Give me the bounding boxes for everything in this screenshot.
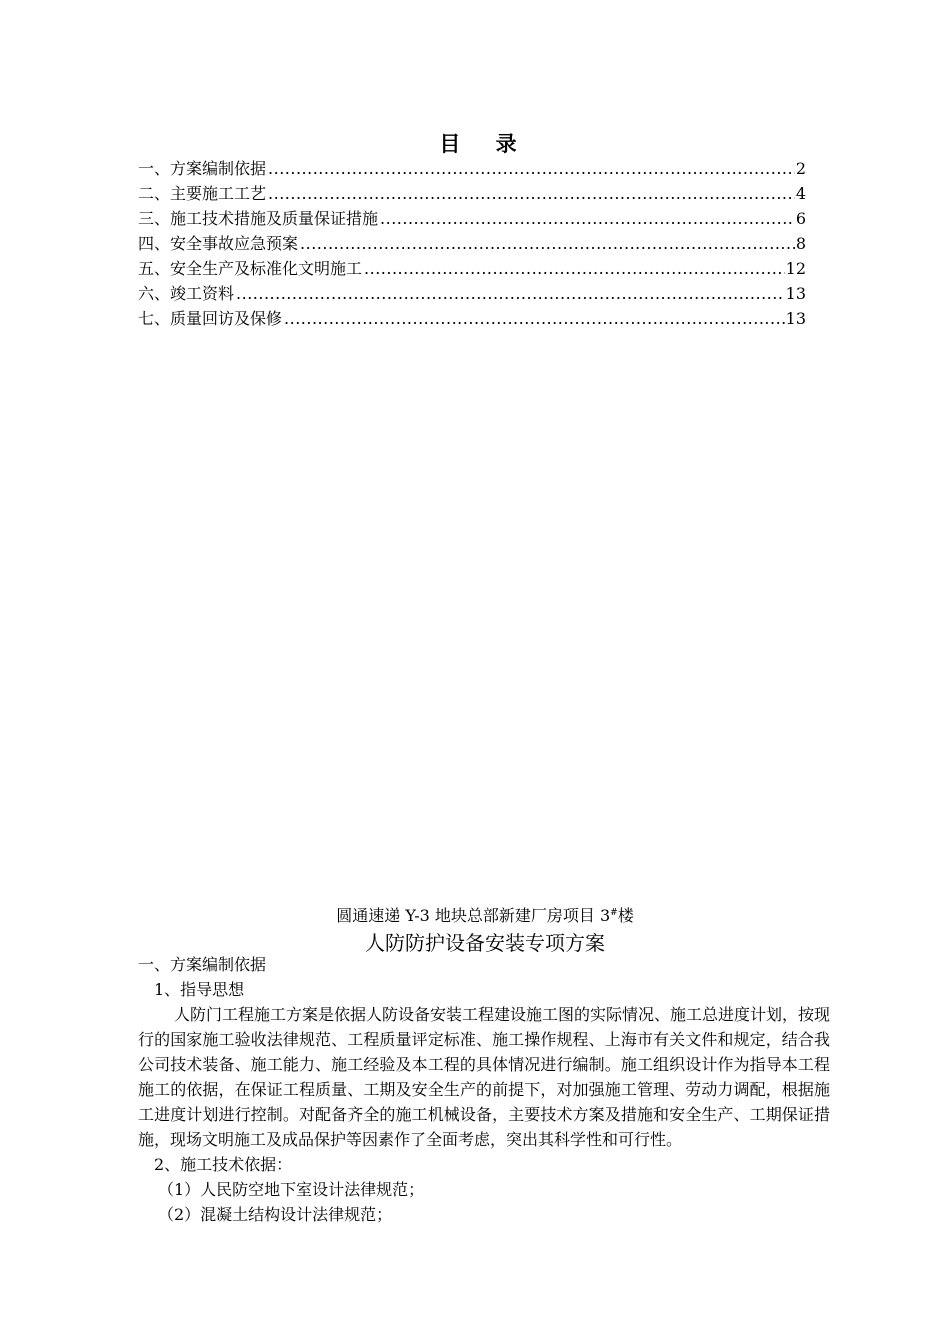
toc-dot-leader: [268, 156, 795, 181]
toc-dot-leader: [284, 306, 785, 331]
toc-dot-leader: [300, 231, 795, 256]
toc-entry[interactable]: [138, 156, 806, 181]
toc-entry[interactable]: [138, 306, 806, 331]
document-title: 人防防护设备安装专项方案: [365, 931, 605, 955]
toc-entry[interactable]: [138, 206, 806, 231]
toc-entry-page: 13: [785, 284, 806, 303]
toc-entry[interactable]: [138, 256, 806, 281]
toc-entry-page: 4: [795, 184, 806, 203]
toc-title: 目 录: [439, 131, 531, 156]
toc-entry-page: 6: [795, 209, 806, 228]
toc-dot-leader: [236, 281, 785, 306]
toc-entry-page: 8: [795, 234, 806, 253]
toc-entry-label: 七、质量回访及保修: [138, 309, 283, 328]
toc-entry-label: 五、安全生产及标准化文明施工: [138, 259, 363, 278]
toc-entry[interactable]: [138, 231, 806, 256]
toc-entry[interactable]: [138, 281, 806, 306]
toc-dot-leader: [364, 256, 785, 281]
toc-entry-page: 12: [785, 259, 806, 278]
toc-entry-page: 13: [785, 309, 806, 328]
project-name-main: 圆通速递 Y-3 地块总部新建厂房项目 3: [336, 906, 611, 925]
table-of-contents: [138, 156, 806, 331]
document-body: [138, 952, 838, 1227]
toc-entry-label: 四、安全事故应急预案: [138, 234, 299, 253]
project-name-suffix: 楼: [617, 906, 634, 925]
subsection-heading: 2、施工技术依据：: [154, 1155, 293, 1174]
toc-entry-label: 三、施工技术措施及质量保证措施: [138, 209, 379, 228]
list-item: （2）混凝土结构设计法律规范；: [158, 1205, 393, 1224]
body-paragraph: 人防门工程施工方案是依据人防设备安装工程建设施工图的实际情况、施工总进度计划，按现行的国家施工验收法律规范、工程质量评定标准、施工操作规程、上海市有关文件和规定，结合我公司技术装备、施工能力、施工经验及本工程的具体情况进行编制。施工组织设计作为指导本工程施工的依据，在保证工程质量、工期及安全生产的前提下，对加强施工管理、劳动力调配，根据施工进度计划进行控制。对配备齐全的施工机械设备，主要技术方案及措施和安全生产、工期保证措施，现场文明施工及成品保护等因素作了全面考虑，突出其科学性和可行性。: [138, 1005, 831, 1149]
toc-entry[interactable]: [138, 181, 806, 206]
subsection-heading: 1、指导思想: [154, 980, 245, 999]
project-name-superscript: #: [610, 908, 618, 918]
toc-entry-label: 六、竣工资料: [138, 284, 235, 303]
toc-entry-label: 一、方案编制依据: [138, 159, 267, 178]
section-heading: 一、方案编制依据: [138, 955, 267, 974]
toc-dot-leader: [268, 181, 795, 206]
toc-entry-label: 二、主要施工工艺: [138, 184, 267, 203]
list-item: （1）人民防空地下室设计法律规范；: [158, 1180, 425, 1199]
toc-entry-page: 2: [795, 159, 806, 178]
project-name: [0, 903, 950, 926]
toc-dot-leader: [380, 206, 795, 231]
